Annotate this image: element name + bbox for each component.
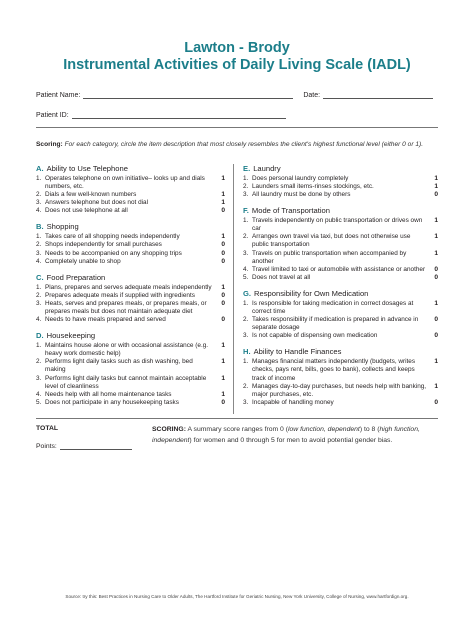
item-score: 0 [221, 257, 225, 265]
section-letter: B. [36, 222, 44, 232]
scoring-instructions [36, 140, 438, 150]
item-score: 0 [434, 332, 438, 340]
item-number: 2. [36, 191, 42, 199]
item-description[interactable] [36, 399, 225, 407]
section-heading [243, 164, 438, 173]
scoring-summary [152, 425, 438, 450]
item-text: Travels on public transportation when accompanied by another [252, 249, 407, 265]
item-text: Launders small items-rinses stockings, etc. [252, 182, 374, 190]
item-description[interactable] [36, 342, 225, 358]
item-description[interactable] [243, 332, 438, 340]
item-text: Dials a few well-known numbers [45, 191, 137, 199]
item-score: 1 [221, 283, 225, 291]
item-text: Does not use telephone at all [45, 207, 128, 215]
points-label: Points: [36, 442, 57, 450]
item-text: Performs light daily tasks but cannot maintain acceptable level of cleanliness [45, 374, 207, 390]
item-score: 1 [221, 342, 225, 350]
item-description[interactable] [36, 300, 225, 316]
item-description[interactable] [36, 292, 225, 300]
scoring-text-a-italic: low function, dependent [288, 425, 360, 433]
section-letter: E. [243, 163, 251, 173]
item-number: 4. [36, 257, 42, 265]
section-heading [243, 347, 438, 356]
patient-name-label: Patient Name: [36, 92, 81, 100]
item-number: 1. [243, 358, 249, 366]
section-name: Laundry [253, 163, 281, 173]
scoring-text-a: A summary score ranges from 0 ( [187, 425, 288, 433]
section-d [36, 331, 225, 407]
item-description[interactable] [36, 316, 225, 324]
item-text: Is responsible for taking medication in correct dosages at correct time [252, 299, 414, 316]
section-heading [36, 222, 225, 231]
item-score: 0 [221, 316, 225, 324]
section-name: Responsibility for Own Medication [254, 288, 369, 298]
item-score: 0 [221, 249, 225, 257]
patient-fields [36, 87, 438, 119]
bottom-divider [36, 418, 438, 419]
patient-name-field[interactable] [83, 91, 293, 99]
section-name: Mode of Transportation [251, 206, 330, 216]
item-score: 1 [434, 233, 438, 241]
item-number: 1. [243, 299, 249, 307]
item-description[interactable] [243, 233, 438, 249]
item-number: 4. [36, 207, 42, 215]
item-description[interactable] [243, 250, 438, 266]
item-score: 1 [221, 233, 225, 241]
section-name: Food Preparation [46, 272, 106, 282]
item-text: Does personal laundry completely [252, 174, 349, 182]
item-description[interactable] [243, 191, 438, 199]
patient-id-field[interactable] [72, 111, 286, 119]
item-description[interactable] [243, 316, 438, 332]
item-description[interactable] [36, 375, 225, 391]
item-text: Operates telephone on own initiative– looks up and dials numbers, etc. [45, 174, 205, 190]
item-score: 0 [221, 241, 225, 249]
scoring-text-b: ) to 8 ( [359, 425, 380, 433]
top-divider [36, 127, 438, 128]
item-description[interactable] [243, 399, 438, 407]
item-description[interactable] [36, 358, 225, 374]
total-label: TOTAL [36, 424, 59, 432]
item-score: 1 [434, 217, 438, 225]
item-score: 0 [434, 316, 438, 324]
title-line-1: Lawton - Brody [184, 40, 290, 56]
item-number: 1. [36, 283, 42, 291]
form-title [36, 0, 438, 73]
item-description[interactable] [243, 274, 438, 282]
item-description[interactable] [36, 250, 225, 258]
section-name: Housekeeping [46, 331, 96, 341]
item-score: 1 [221, 358, 225, 366]
item-description[interactable] [243, 183, 438, 191]
item-text: Heats, serves and prepares meals, or prepares meals, or prepares meals but does not maintain adequate diet [45, 299, 207, 316]
item-text: Manages day-to-day purchases, but needs help with banking, major purchases, etc. [252, 382, 427, 398]
item-description[interactable] [243, 266, 438, 274]
item-text: Completely unable to shop [45, 257, 121, 265]
item-description[interactable] [243, 217, 438, 233]
item-text: Answers telephone but does not dial [45, 199, 149, 207]
item-text: Needs to have meals prepared and served [45, 316, 166, 324]
item-score: 0 [434, 273, 438, 281]
item-description[interactable] [243, 300, 438, 316]
section-c [36, 273, 225, 324]
item-score: 0 [221, 291, 225, 299]
item-number: 4. [36, 316, 42, 324]
item-description[interactable] [243, 175, 438, 183]
section-heading [36, 273, 225, 282]
item-number: 1. [36, 174, 42, 182]
scoring-note-label: Scoring: [36, 141, 63, 149]
points-field[interactable] [60, 442, 132, 450]
item-number: 5. [243, 273, 249, 281]
item-text: Is not capable of dispensing own medication [252, 332, 378, 340]
section-letter: D. [36, 331, 44, 341]
item-score: 1 [434, 358, 438, 366]
item-text: Does not participate in any housekeeping tasks [45, 398, 179, 406]
item-number: 2. [243, 182, 249, 190]
item-number: 1. [36, 233, 42, 241]
item-description[interactable] [36, 207, 225, 215]
section-letter: G. [243, 288, 252, 298]
item-score: 1 [434, 382, 438, 390]
item-text: Needs help with all home maintenance tasks [45, 390, 172, 398]
item-text: Maintains house alone or with occasional assistance (e.g. heavy work domestic help) [45, 342, 209, 358]
right-column [234, 164, 438, 414]
item-text: Travel limited to taxi or automobile with assistance or another [252, 265, 426, 273]
item-text: Prepares adequate meals if supplied with ingredients [45, 291, 195, 299]
item-number: 1. [243, 217, 249, 225]
item-description[interactable] [36, 391, 225, 399]
item-text: Performs light daily tasks such as dish washing, bed making [45, 358, 193, 374]
item-text: Takes care of all shopping needs independently [45, 233, 180, 241]
item-score: 1 [434, 249, 438, 257]
item-score: 1 [221, 374, 225, 382]
item-score: 0 [221, 299, 225, 307]
totals-section [36, 425, 438, 450]
patient-id-label: Patient ID: [36, 112, 69, 120]
section-b [36, 222, 225, 265]
item-number: 2. [243, 233, 249, 241]
item-score: 1 [434, 182, 438, 190]
date-field[interactable] [323, 91, 433, 99]
item-number: 2. [243, 316, 249, 324]
item-number: 3. [36, 249, 42, 257]
section-e [243, 164, 438, 199]
item-score: 0 [434, 398, 438, 406]
section-heading [36, 164, 225, 173]
item-score: 1 [221, 390, 225, 398]
item-number: 3. [36, 199, 42, 207]
item-score: 1 [434, 174, 438, 182]
section-g [243, 289, 438, 340]
item-description[interactable] [243, 358, 438, 382]
section-heading [243, 206, 438, 215]
item-number: 3. [243, 398, 249, 406]
sections-columns [36, 164, 438, 414]
item-description[interactable] [36, 284, 225, 292]
item-number: 3. [243, 191, 249, 199]
item-number: 3. [36, 374, 42, 382]
item-number: 4. [36, 390, 42, 398]
item-text: All laundry must be done by others [252, 191, 351, 199]
item-text: Incapable of handling money [252, 398, 334, 406]
item-score: 1 [221, 199, 225, 207]
item-text: Travels independently on public transportation or drives own car [252, 217, 423, 233]
section-letter: C. [36, 272, 44, 282]
item-number: 3. [243, 332, 249, 340]
section-letter: H. [243, 347, 251, 357]
item-text: Needs to be accompanied on any shopping trips [45, 249, 182, 257]
item-score: 1 [221, 191, 225, 199]
item-score: 0 [221, 398, 225, 406]
item-number: 1. [243, 174, 249, 182]
item-description[interactable] [36, 258, 225, 266]
item-text: Arranges own travel via taxi, but does not otherwise use public transportation [252, 233, 411, 249]
item-description[interactable] [243, 383, 438, 399]
section-name: Ability to Use Telephone [46, 163, 128, 173]
section-letter: F. [243, 206, 249, 216]
item-number: 1. [36, 342, 42, 350]
source-citation: Source: try this: Best Practices in Nursing Care to Older Adults, The Hartford Institute for Geriatric Nursing, New York University, College of Nursing, www.hartfordign.org. [65, 594, 409, 599]
item-number: 2. [243, 382, 249, 390]
section-name: Shopping [46, 222, 79, 232]
item-text: Plans, prepares and serves adequate meals independently [45, 283, 212, 291]
item-text: Shops independently for small purchases [45, 241, 162, 249]
item-number: 5. [36, 398, 42, 406]
item-score: 1 [434, 299, 438, 307]
scoring-text-c: ) for women and 0 through 5 for men to avoid potential gender bias. [189, 436, 393, 444]
left-column [36, 164, 234, 414]
item-number: 3. [243, 249, 249, 257]
scoring-summary-label: SCORING: [152, 425, 186, 433]
item-description[interactable] [36, 241, 225, 249]
section-name: Ability to Handle Finances [253, 347, 342, 357]
item-text: Manages financial matters independently (budgets, writes checks, pays rent, bills, goes to bank), collects and keeps track of income [252, 358, 416, 382]
item-description[interactable] [36, 233, 225, 241]
item-score: 0 [434, 265, 438, 273]
date-label: Date: [303, 92, 321, 100]
item-score: 1 [221, 174, 225, 182]
item-description[interactable] [36, 175, 225, 191]
item-score: 0 [434, 191, 438, 199]
section-h [243, 347, 438, 407]
section-f [243, 206, 438, 282]
title-line-2: Instrumental Activities of Daily Living Scale (IADL) [63, 56, 411, 73]
item-text: Does not travel at all [252, 273, 311, 281]
section-letter: A. [36, 163, 44, 173]
section-heading [36, 331, 225, 340]
section-a [36, 164, 225, 215]
item-number: 2. [36, 291, 42, 299]
item-score: 0 [221, 207, 225, 215]
section-heading [243, 289, 438, 298]
item-description[interactable] [36, 191, 225, 199]
item-number: 3. [36, 299, 42, 307]
item-description[interactable] [36, 199, 225, 207]
item-number: 4. [243, 265, 249, 273]
scoring-note-text: For each category, circle the item description that most closely resembles the client's highest functional level (either 0 or 1). [64, 141, 424, 149]
item-number: 2. [36, 241, 42, 249]
item-text: Takes responsibility if medication is prepared in advance in separate dosage [252, 316, 419, 332]
scoring-text-b-italic: high function, independent [152, 425, 420, 444]
item-number: 2. [36, 358, 42, 366]
